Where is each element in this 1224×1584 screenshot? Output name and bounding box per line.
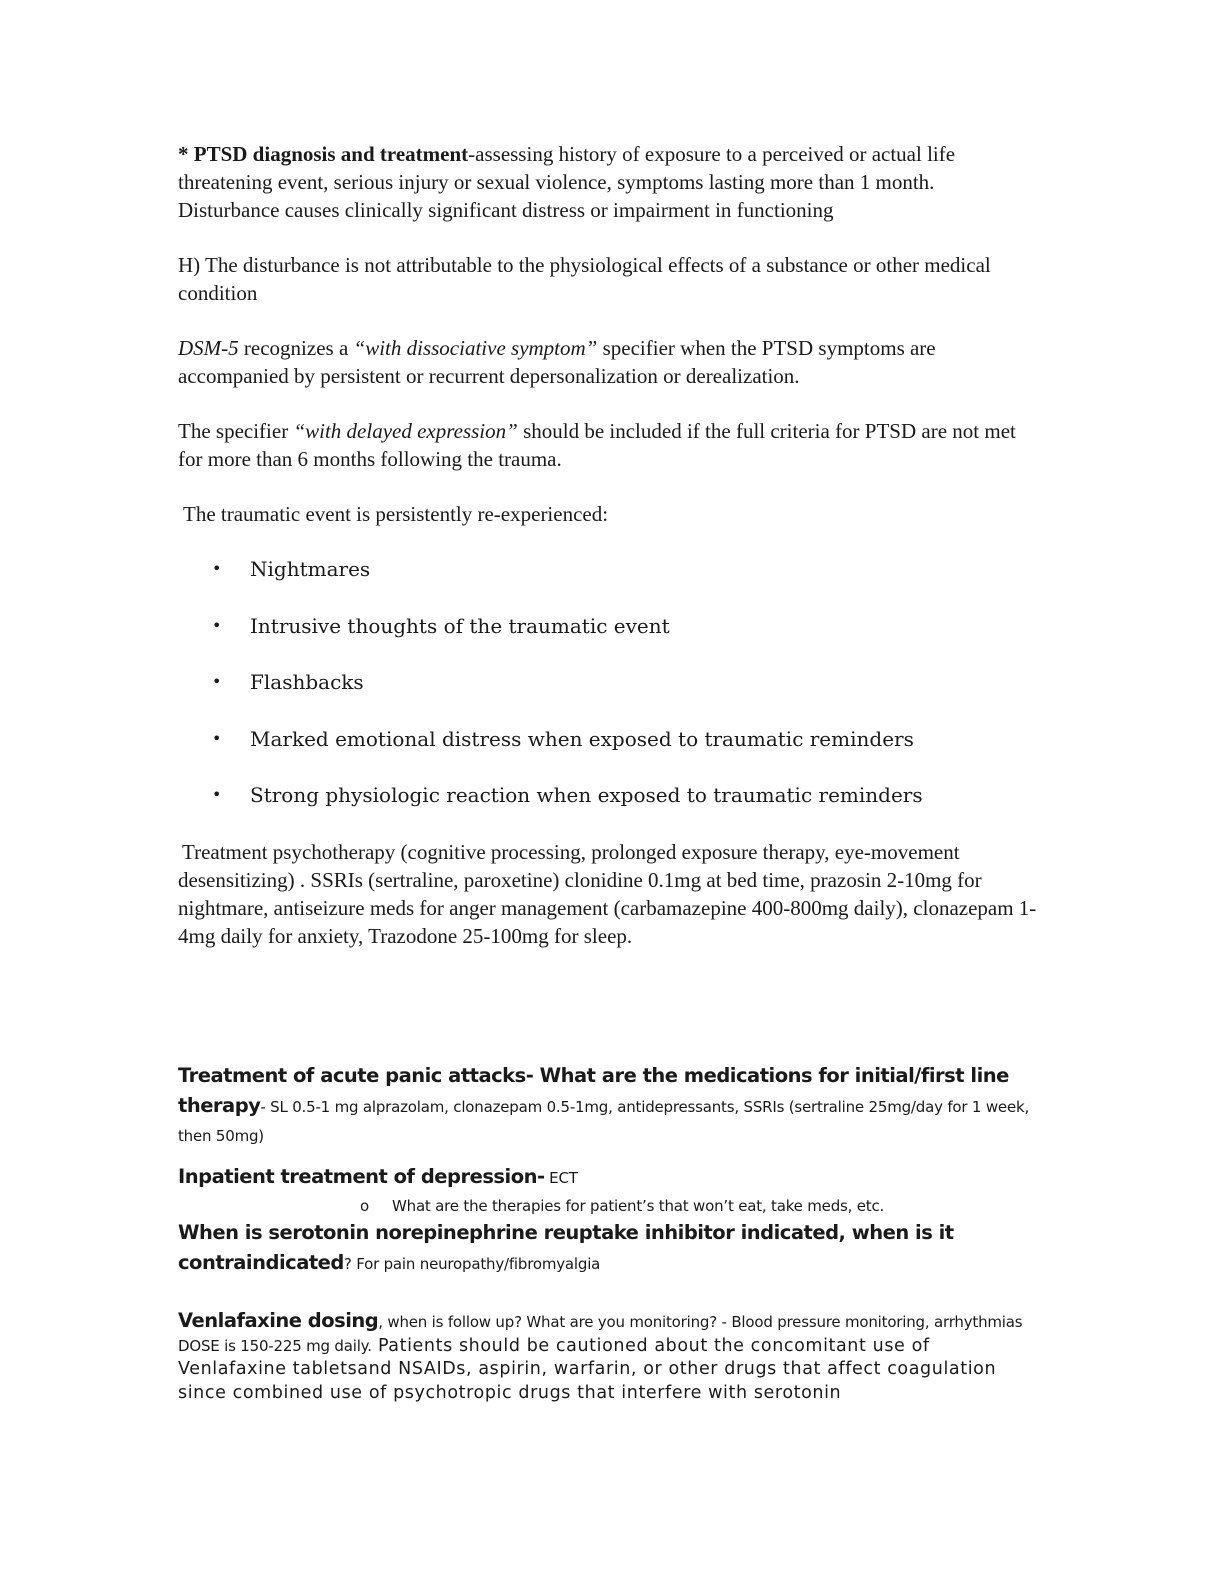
delayed-expression-paragraph <box>178 417 1038 473</box>
dsm-mid-text: recognizes a <box>238 336 354 360</box>
list-item <box>178 555 1038 583</box>
depression-answer: ECT <box>544 1169 578 1187</box>
delayed-pre-text: The specifier <box>178 419 294 443</box>
panic-answer: - SL 0.5-1 mg alprazolam, clonazepam 0.5-1mg, antidepressants, SSRIs (sertraline 25mg/day for 1 week, then 50mg) <box>178 1098 1030 1145</box>
depression-subitem-text: What are the therapies for patient’s that won’t eat, take meds, etc. <box>392 1197 885 1215</box>
bullet-icon: • <box>212 559 222 578</box>
ptsd-star: * <box>178 142 194 166</box>
symptom-text: Marked emotional distress when exposed to traumatic reminders <box>250 726 914 751</box>
bullet-icon: • <box>212 728 222 748</box>
dsm-rest-text: specifier when the PTSD symptoms are accompanied by persistent or recurrent depersonalization or derealization. <box>178 336 936 388</box>
panic-paragraph <box>178 1062 1038 1151</box>
ptsd-intro-text: -assessing history of exposure to a perceived or actual life threatening event, serious injury or sexual violence, symptoms lasting more than 1 month. Disturbance causes clinically significant distress or impairment in functioning <box>178 142 956 222</box>
criterion-h-paragraph: H) The disturbance is not attributable to the physiological effects of a substance or other medical condition <box>178 253 991 305</box>
medication-questions-section <box>178 1062 1038 1405</box>
ptsd-title: PTSD diagnosis and treatment <box>193 142 469 166</box>
venlafaxine-heading: Venlafaxine dosing <box>178 1309 379 1332</box>
depression-paragraph <box>178 1163 1038 1193</box>
snri-heading: When is serotonin norepinephrine reuptake inhibitor indicated, when is it contraindicated <box>178 1221 954 1274</box>
dsm-label: DSM-5 <box>178 336 239 360</box>
dissociative-specifier: “with dissociative symptom” <box>353 336 598 360</box>
reexperience-heading: The traumatic event is persistently re-experienced: <box>183 502 609 526</box>
dsm-specifier-paragraph <box>178 334 1038 390</box>
snri-paragraph <box>178 1219 1038 1279</box>
circle-bullet-icon: o <box>360 1197 369 1215</box>
ptsd-intro-paragraph <box>178 140 1038 224</box>
delayed-specifier: “with delayed expression” <box>293 419 518 443</box>
list-item <box>178 612 1038 640</box>
bullet-icon: • <box>212 785 222 805</box>
symptom-text: Flashbacks <box>250 670 364 695</box>
symptom-text: Intrusive thoughts of the traumatic event <box>250 613 670 638</box>
list-item <box>178 668 1038 696</box>
snri-answer: ? For pain neuropathy/fibromyalgia <box>343 1255 601 1273</box>
ptsd-section <box>178 140 1038 977</box>
delayed-rest-text: should be included if the full criteria for PTSD are not met for more than 6 months following the trauma. <box>178 419 1016 471</box>
bullet-icon: • <box>212 672 222 692</box>
venlafaxine-answer: , when is follow up? What are you monitoring? - Blood pressure monitoring, arrhythmias DOSE is 150-225 mg daily. <box>178 1313 1023 1355</box>
list-item <box>178 781 1038 809</box>
symptom-text: Strong physiologic reaction when exposed to traumatic reminders <box>250 783 923 808</box>
panic-heading: Treatment of acute panic attacks- What are the medications for initial/first line therapy <box>178 1064 1009 1117</box>
bullet-icon: • <box>212 615 222 635</box>
ptsd-treatment-paragraph: Treatment psychotherapy (cognitive processing, prolonged exposure therapy, eye-movement desensitizing) . SSRIs (sertraline, paroxetine) clonidine 0.1mg at bed time, prazosin 2-10mg for nightmare, antiseizure meds for anger management (carbamazepine 400-800mg daily), clonazepam 1-4mg daily for anxiety, Trazodone 25-100mg for sleep. <box>178 839 1037 948</box>
list-item <box>178 725 1038 753</box>
symptom-list <box>178 555 1038 809</box>
depression-subitem <box>178 1193 1038 1219</box>
depression-heading: Inpatient treatment of depression- <box>178 1165 545 1188</box>
symptom-text: Nightmares <box>250 557 371 581</box>
venlafaxine-caution: Patients should be cautioned about the concomitant use of Venlafaxine tabletsand NSAIDs, aspirin, warfarin, or other drugs that affect coagulation since combined use of psychotropic drugs that interfere with serotonin <box>178 1335 997 1403</box>
venlafaxine-paragraph <box>178 1309 1038 1405</box>
